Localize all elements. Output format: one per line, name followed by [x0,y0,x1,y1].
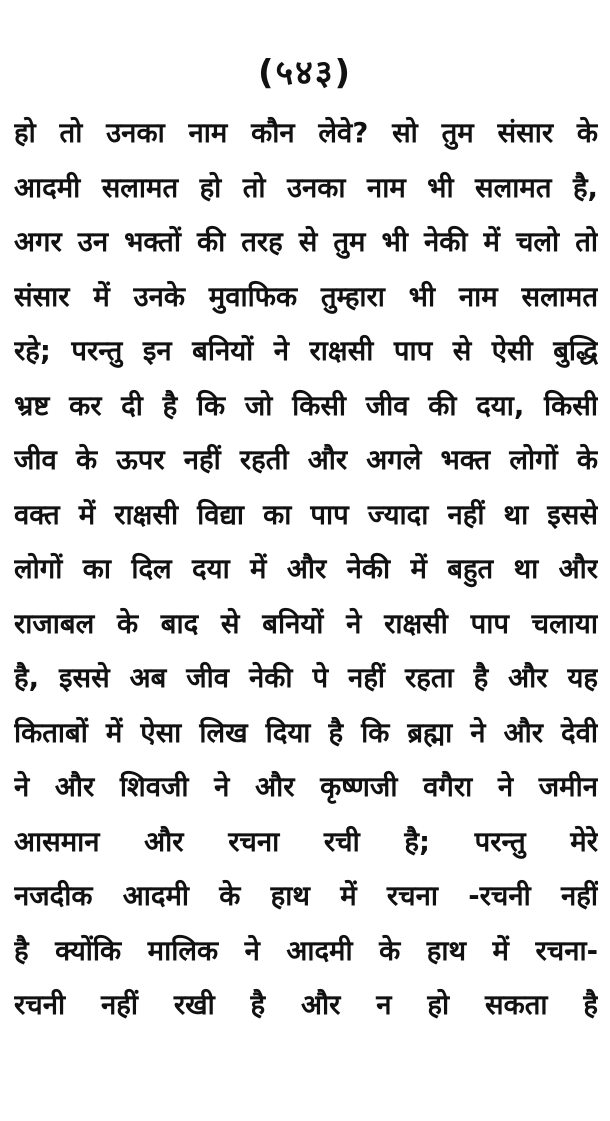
text-line: रहे; परन्तु इन बनियों ने राक्षसी पाप से ऐसी बुद्धि [14,335,598,367]
text-line: लोगों का दिल दया में और नेकी में बहुत था और [14,553,598,585]
text-line: आदमी सलामत हो तो उनका नाम भी सलामत है, [14,171,598,204]
text-line: राजाबल के बाद से बनियों ने राक्षसी पाप चलाया [14,607,598,640]
text-line: रचनी नहीं रखी है और न हो सकता है [14,989,598,1021]
text-line: किताबों में ऐसा लिख दिया है कि ब्रह्मा ने और देवी [14,716,598,749]
text-line: अगर उन भक्तों की तरह से तुम भी नेकी में चलो तो [14,226,598,258]
text-line: ने और शिवजी ने और कृष्णजी वगैरा ने जमीन [14,771,598,803]
text-line: आसमान और रचना रची है; परन्तु मेरे [14,825,598,858]
page-number: (५४३) [257,53,353,93]
text-line: नजदीक आदमी के हाथ में रचना -रचनी नहीं [14,880,598,912]
text-line: हो तो उनका नाम कौन लेवे? सो तुम संसार के [14,117,598,149]
text-line: है क्योंकि मालिक ने आदमी के हाथ में रचना- [14,934,598,967]
page-body-text [14,106,598,1033]
text-line: संसार में उनके मुवाफिक तुम्हारा भी नाम सलामत [14,280,598,313]
text-line: है, इससे अब जीव नेकी पे नहीं रहता है और यह [14,662,598,694]
text-line: भ्रष्ट कर दी है कि जो किसी जीव की दया, किसी [14,389,598,422]
text-line: वक्त में राक्षसी विद्या का पाप ज्यादा नहीं था इससे [14,498,598,531]
text-line: जीव के ऊपर नहीं रहती और अगले भक्त लोगों के [14,444,598,476]
